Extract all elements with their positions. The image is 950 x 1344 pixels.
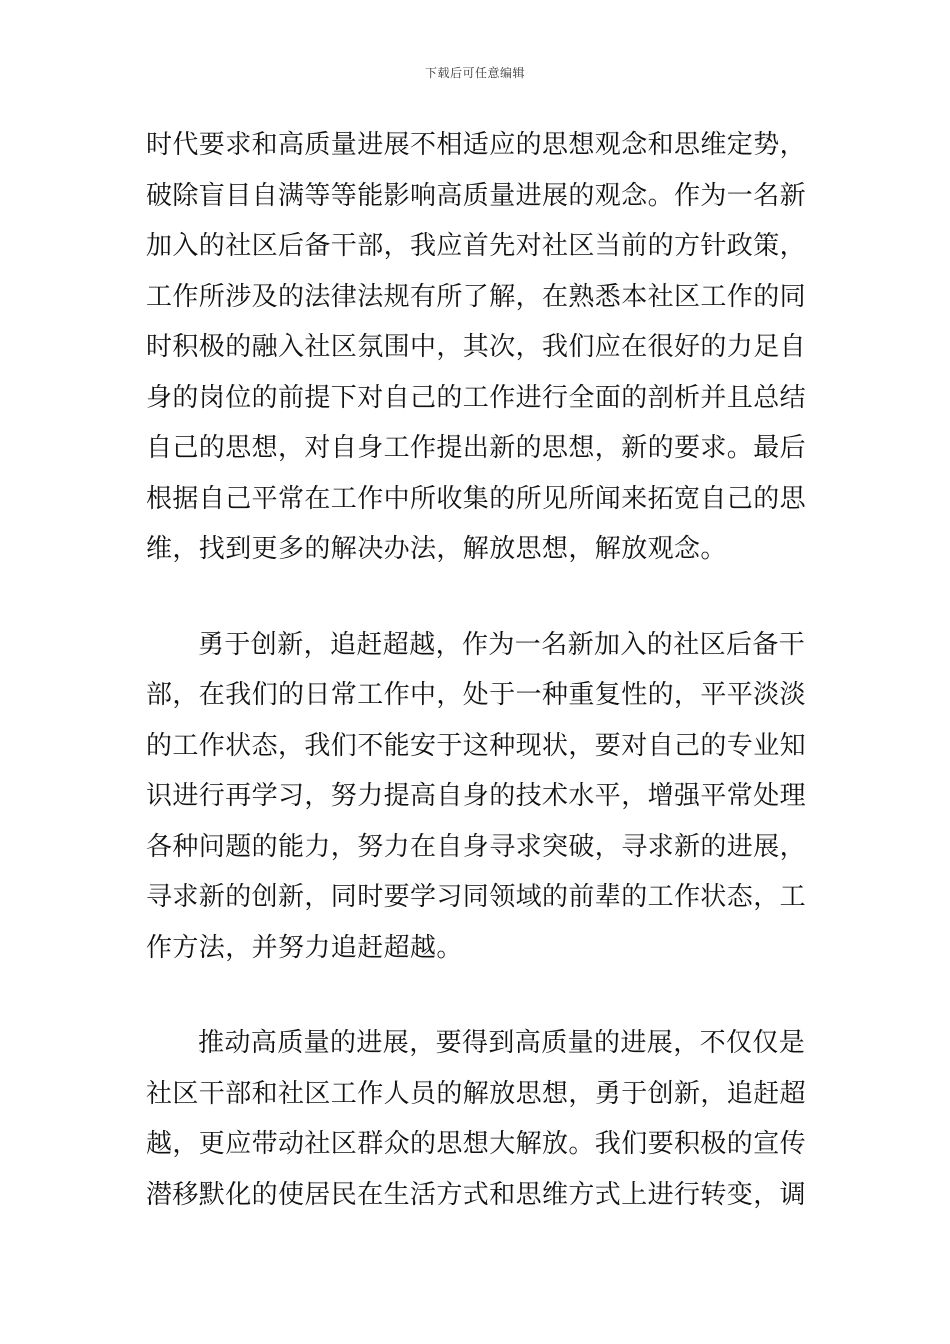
text-line: 时积极的融入社区氛围中，其次，我们应在很好的力足自 bbox=[146, 332, 807, 362]
paragraph-2 bbox=[146, 620, 810, 974]
document-body bbox=[146, 120, 810, 1220]
text-line: 推动高质量的进展，要得到高质量的进展，不仅仅是 bbox=[198, 1028, 806, 1058]
text-line: 越，更应带动社区群众的思想大解放。我们要积极的宣传 bbox=[146, 1129, 807, 1159]
text-line: 根据自己平常在工作中所收集的所见所闻来拓宽自己的思 bbox=[146, 483, 807, 514]
text-line: 寻求新的创新，同时要学习同领域的前辈的工作状态，工 bbox=[146, 882, 807, 912]
text-line: 各种问题的能力，努力在自身寻求突破，寻求新的进展， bbox=[146, 831, 807, 862]
paragraph-3 bbox=[146, 1018, 810, 1220]
text-line: 潜移默化的使居民在生活方式和思维方式上进行转变，调 bbox=[146, 1179, 807, 1210]
text-line: 工作所涉及的法律法规有所了解，在熟悉本社区工作的同 bbox=[146, 281, 807, 312]
text-line: 身的岗位的前提下对自己的工作进行全面的剖析并且总结 bbox=[146, 382, 807, 413]
text-line: 加入的社区后备干部，我应首先对社区当前的方针政策， bbox=[146, 231, 807, 261]
text-line: 时代要求和高质量进展不相适应的思想观念和思维定势， bbox=[146, 130, 807, 160]
text-line: 识进行再学习，努力提高自身的技术水平，增强平常处理 bbox=[146, 781, 807, 811]
text-line: 的工作状态，我们不能安于这种现状，要对自己的专业知 bbox=[146, 730, 807, 761]
text-line: 社区干部和社区工作人员的解放思想，勇于创新，追赶超 bbox=[146, 1078, 807, 1109]
text-line: 勇于创新，追赶超越，作为一名新加入的社区后备干 bbox=[198, 629, 806, 660]
paragraph-1 bbox=[146, 120, 810, 575]
text-line: 维，找到更多的解决办法，解放思想，解放观念。 bbox=[146, 534, 727, 564]
paragraph-spacer bbox=[146, 575, 810, 620]
text-line: 部，在我们的日常工作中，处于一种重复性的，平平淡淡 bbox=[146, 680, 807, 710]
text-line: 自己的思想，对自身工作提出新的思想，新的要求。最后 bbox=[146, 433, 807, 463]
page-header-note: 下载后可任意编辑 bbox=[424, 66, 525, 80]
text-line: 破除盲目自满等等能影响高质量进展的观念。作为一名新 bbox=[146, 180, 807, 211]
paragraph-spacer bbox=[146, 973, 810, 1018]
text-line: 作方法，并努力追赶超越。 bbox=[146, 932, 463, 963]
